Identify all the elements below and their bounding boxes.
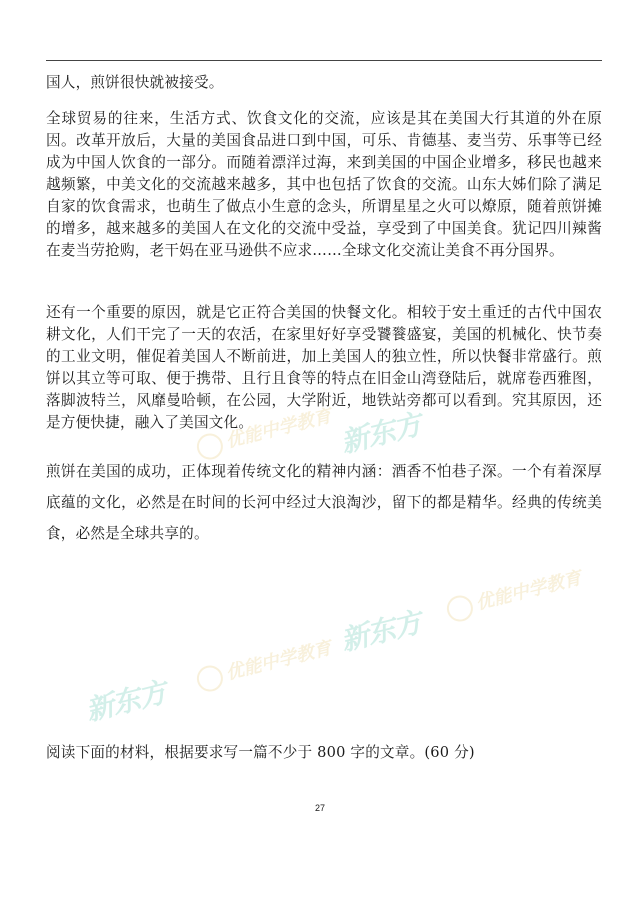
paragraph-5: 阅读下面的材料，根据要求写一篇不少于 800 字的文章。(60 分) <box>46 744 475 761</box>
header-rule <box>46 60 602 61</box>
watermark-logo: 新东方 <box>337 605 425 658</box>
paragraph-2: 全球贸易的往来，生活方式、饮食文化的交流，应该是其在美国大行其道的外在原因。改革开放后，大量的美国食品进口到中国，可乐、肯德基、麦当劳、乐事等已经成为中国人饮食的一部分。而随着漂洋过海，来到美国的中国企业增多，移民也越来越频繁，中美文化的交流越来越多，其中也包括了饮食的交流。山东大姊们除了满足自家的饮食需求，也萌生了做点小生意的念头，所谓星星之火可以燎原，随着煎饼摊的增多，越来越多的美国人在文化的交流中受益，享受到了中国美食。犹记四川辣酱在麦当劳抢购，老干妈在亚马逊供不应求……全球文化交流让美食不再分国界。 <box>46 110 602 259</box>
page-number: 27 <box>314 803 325 813</box>
watermark-logo: 新东方 <box>337 407 425 460</box>
watermark-badge: 优能中学教育 <box>444 564 585 625</box>
paragraph-3: 还有一个重要的原因，就是它正符合美国的快餐文化。相较于安土重迁的古代中国农耕文化，人们干完了一天的农活，在家里好好享受饕餮盛宴，美国的机械化、快节奏的工业文明，催促着美国人不断前进，加上美国人的独立性，所以快餐非常盛行。煎饼以其立等可取、便于携带、且行且食等的特点在旧金山湾登陆后，就席卷西雅图，落脚波特兰，风靡曼哈顿，在公园，大学附近，地铁站旁都可以看到。究其原因，还是方便快捷，融入了美国文化。 <box>46 304 602 431</box>
watermark-badge: 优能中学教育 <box>194 634 335 695</box>
watermark-logo: 新东方 <box>82 675 170 728</box>
watermark-badge: 优能中学教育 <box>194 402 335 463</box>
paragraph-1: 国人，煎饼很快就被接受。 <box>46 74 224 91</box>
paragraph-4: 煎饼在美国的成功，正体现着传统文化的精神内涵：酒香不怕巷子深。一个有着深厚底蕴的文化，必然是在时间的长河中经过大浪淘沙，留下的都是精华。经典的传统美食，必然是全球共享的。 <box>46 463 602 542</box>
